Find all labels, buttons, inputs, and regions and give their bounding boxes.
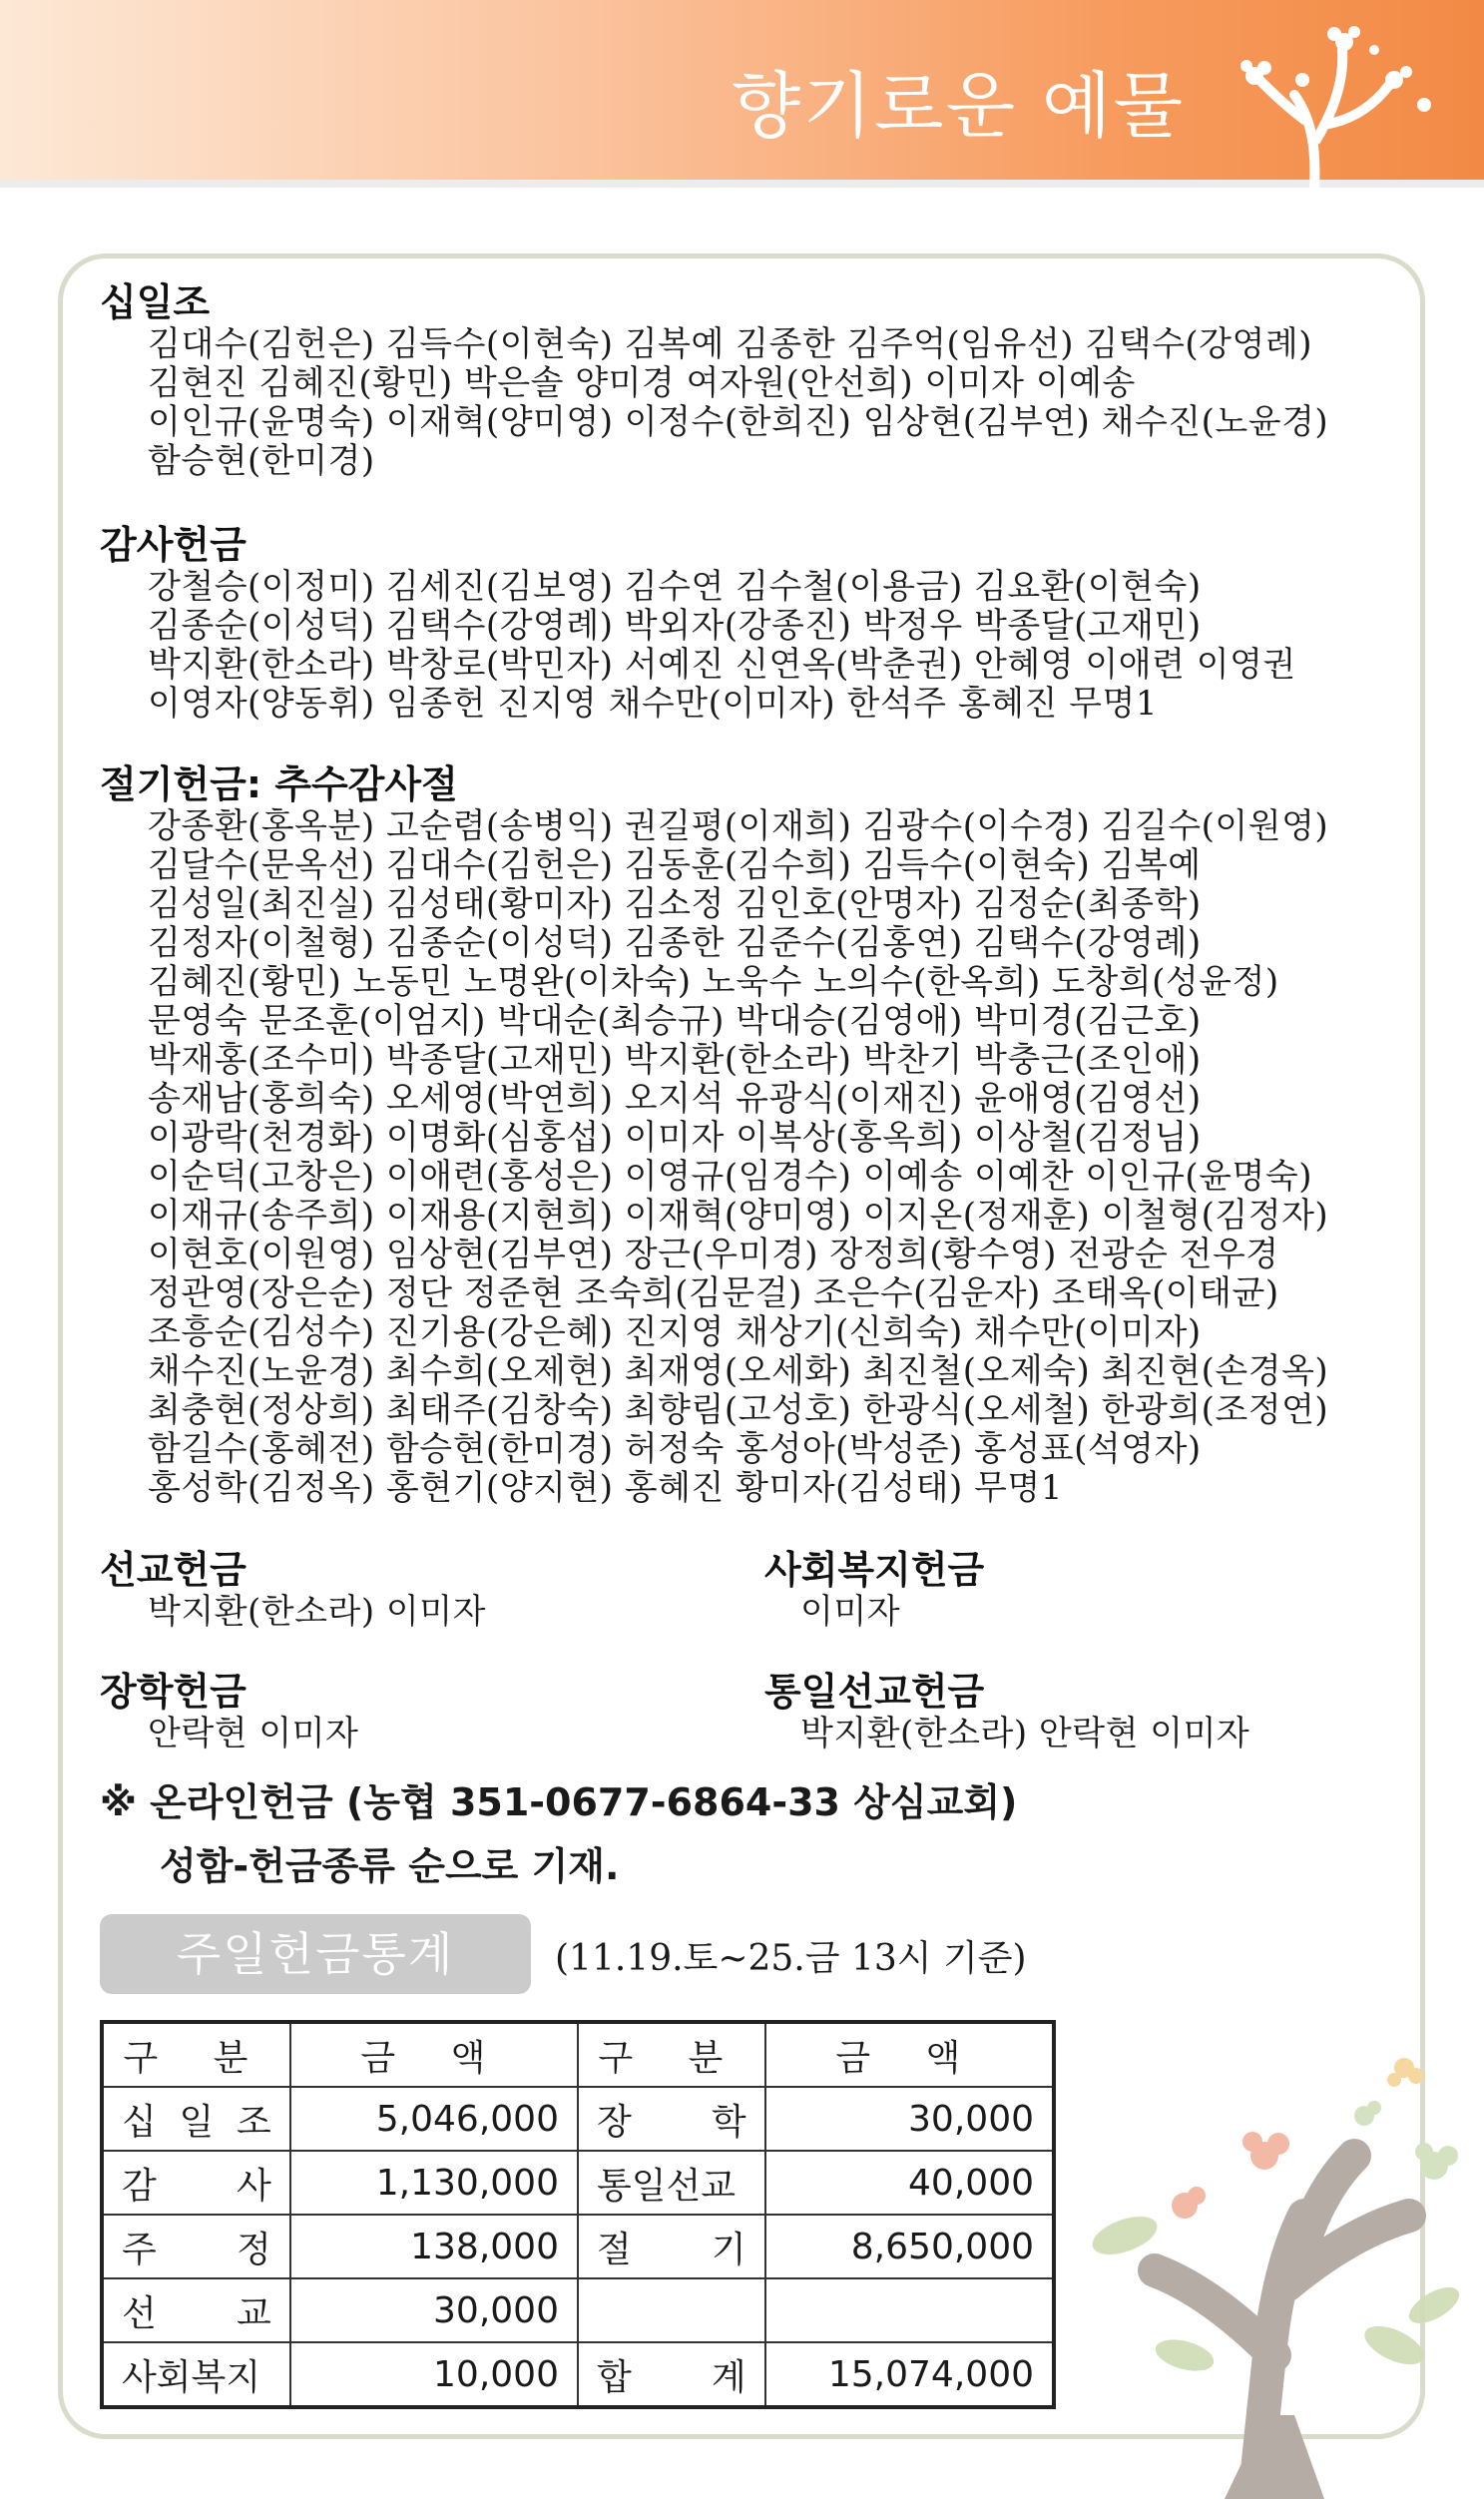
table-cell-amount: 30,000 — [765, 2087, 1054, 2151]
welfare-title: 사회복지헌금 — [764, 1548, 985, 1592]
table-cell-label: 선 교 — [102, 2278, 290, 2342]
stats-label: 주일헌금통계 — [100, 1914, 531, 1994]
table-header-row — [102, 2022, 1054, 2087]
table-cell-amount: 40,000 — [765, 2151, 1054, 2215]
tithe-line: 김대수(김헌은) 김득수(이현숙) 김복예 김종한 김주억(임유선) 김택수(강영례) — [148, 324, 1312, 364]
table-header: 금 액 — [290, 2022, 578, 2087]
season-line: 김달수(문옥선) 김대수(김헌은) 김동훈(김수희) 김득수(이현숙) 김복예 — [148, 845, 1202, 885]
online-offering-notice: ※ 온라인헌금 (농협 351-0677-6864-33 상심교회) — [100, 1780, 1018, 1824]
table-row — [102, 2151, 1054, 2215]
online-offering-instruction: 성함-헌금종류 순으로 기재. — [160, 1844, 620, 1888]
season-line: 홍성학(김정옥) 홍현기(양지현) 홍혜진 황미자(김성태) 무명1 — [148, 1468, 1063, 1508]
table-header: 구 분 — [578, 2022, 765, 2087]
table-cell-amount: 1,130,000 — [290, 2151, 578, 2215]
unification-title: 통일선교헌금 — [764, 1670, 985, 1714]
tithe-title: 십일조 — [100, 280, 211, 324]
thanks-line: 박지환(한소라) 박창로(박민자) 서예진 신연옥(박춘권) 안혜영 이애련 이영권 — [148, 645, 1296, 685]
offering-stats-table — [100, 2020, 1056, 2409]
season-line: 이재규(송주희) 이재용(지현희) 이재혁(양미영) 이지온(정재훈) 이철형(김정자) — [148, 1196, 1329, 1236]
stats-period: (11.19.토~25.금 13시 기준) — [555, 1938, 1027, 1979]
welfare-section — [764, 1547, 984, 1632]
scholarship-section — [100, 1669, 358, 1753]
table-cell-label: 통일선교 — [578, 2151, 765, 2215]
season-line: 박재홍(조수미) 박종달(고재민) 박지환(한소라) 박찬기 박충근(조인애) — [148, 1040, 1202, 1080]
table-cell-amount: 8,650,000 — [765, 2215, 1054, 2278]
tithe-line: 김현진 김혜진(황민) 박은솔 양미경 여자원(안선희) 이미자 이예송 — [148, 363, 1136, 403]
season-line: 김정자(이철형) 김종순(이성덕) 김종한 김준수(김홍연) 김택수(강영례) — [148, 923, 1202, 963]
season-line: 정관영(장은순) 정단 정준현 조숙희(김문걸) 조은수(김운자) 조태옥(이태균) — [148, 1273, 1279, 1313]
table-cell-label: 사회복지 — [102, 2342, 290, 2407]
season-line: 채수진(노윤경) 최수희(오제현) 최재영(오세화) 최진철(오제숙) 최진현(손경옥) — [148, 1351, 1329, 1391]
table-cell-label: 절 기 — [578, 2215, 765, 2278]
table-cell-label: 감 사 — [102, 2151, 290, 2215]
season-line: 강종환(홍옥분) 고순렴(송병익) 권길평(이재희) 김광수(이수경) 김길수(이원영) — [148, 806, 1329, 846]
season-line: 이순덕(고창은) 이애련(홍성은) 이영규(임경수) 이예송 이예찬 이인규(윤명숙) — [148, 1157, 1312, 1197]
thanks-line: 이영자(양동휘) 임종헌 진지영 채수만(이미자) 한석주 홍혜진 무명1 — [148, 684, 1158, 724]
season-line: 함길수(홍혜전) 함승현(한미경) 허정숙 홍성아(박성준) 홍성표(석영자) — [148, 1429, 1202, 1469]
page-title: 향기로운 예물 — [731, 64, 1185, 148]
table-cell-amount: 30,000 — [290, 2278, 578, 2342]
season-line: 문영숙 문조훈(이엄지) 박대순(최승규) 박대승(김영애) 박미경(김근호) — [148, 1001, 1202, 1041]
tithe-line: 이인규(윤명숙) 이재혁(양미영) 이정수(한희진) 임상현(김부연) 채수진(노윤경) — [148, 402, 1329, 442]
table-cell-amount: 10,000 — [290, 2342, 578, 2407]
season-section — [100, 761, 1328, 1508]
season-line: 송재남(홍희숙) 오세영(박연희) 오지석 유광식(이재진) 윤애영(김영선) — [148, 1079, 1202, 1119]
table-header: 금 액 — [765, 2022, 1054, 2087]
season-line: 이현호(이원영) 임상현(김부연) 장근(우미경) 장정희(황수영) 전광순 전우경 — [148, 1235, 1279, 1274]
table-cell-label: 합 계 — [578, 2342, 765, 2407]
thanks-line: 강철승(이정미) 김세진(김보영) 김수연 김수철(이용금) 김요환(이현숙) — [148, 567, 1202, 607]
tree-branch-icon — [1225, 10, 1444, 190]
season-line: 이광락(천경화) 이명화(심홍섭) 이미자 이복상(홍옥희) 이상철(김정님) — [148, 1118, 1202, 1158]
table-cell-amount: 5,046,000 — [290, 2087, 578, 2151]
table-row — [102, 2342, 1054, 2407]
table-cell-amount — [765, 2278, 1054, 2342]
season-line: 김혜진(황민) 노동민 노명완(이차숙) 노욱수 노의수(한옥희) 도창희(성윤정) — [148, 962, 1279, 1002]
unification-line: 박지환(한소라) 안락현 이미자 — [800, 1714, 1250, 1753]
table-cell-label: 주 정 — [102, 2215, 290, 2278]
unification-section — [764, 1669, 1249, 1753]
tithe-line: 함승현(한미경) — [148, 441, 375, 481]
table-cell-label — [578, 2278, 765, 2342]
table-row — [102, 2215, 1054, 2278]
season-line: 김성일(최진실) 김성태(황미자) 김소정 김인호(안명자) 김정순(최종학) — [148, 884, 1202, 924]
mission-title: 선교헌금 — [100, 1548, 247, 1592]
tithe-section — [100, 279, 1328, 481]
season-title: 절기헌금: 추수감사절 — [100, 762, 458, 806]
table-cell-label: 십 일 조 — [102, 2087, 290, 2151]
table-row — [102, 2087, 1054, 2151]
thanks-title: 감사헌금 — [100, 523, 247, 567]
table-header: 구 분 — [102, 2022, 290, 2087]
table-cell-amount: 138,000 — [290, 2215, 578, 2278]
thanks-line: 김종순(이성덕) 김택수(강영례) 박외자(강종진) 박정우 박종달(고재민) — [148, 606, 1202, 646]
mission-section — [100, 1547, 486, 1632]
table-cell-label: 장 학 — [578, 2087, 765, 2151]
season-line: 조흥순(김성수) 진기용(강은혜) 진지영 채상기(신희숙) 채수만(이미자) — [148, 1312, 1202, 1352]
scholarship-line: 안락현 이미자 — [148, 1714, 359, 1753]
scholarship-title: 장학헌금 — [100, 1670, 247, 1714]
tree-decoration-icon — [1065, 2056, 1484, 2499]
table-row — [102, 2278, 1054, 2342]
season-line: 최충현(정상희) 최태주(김창숙) 최향림(고성호) 한광식(오세철) 한광희(조정연) — [148, 1390, 1329, 1430]
mission-line: 박지환(한소라) 이미자 — [148, 1592, 486, 1632]
table-cell-amount: 15,074,000 — [765, 2342, 1054, 2407]
thanks-section — [100, 522, 1296, 724]
welfare-line: 이미자 — [800, 1592, 901, 1632]
